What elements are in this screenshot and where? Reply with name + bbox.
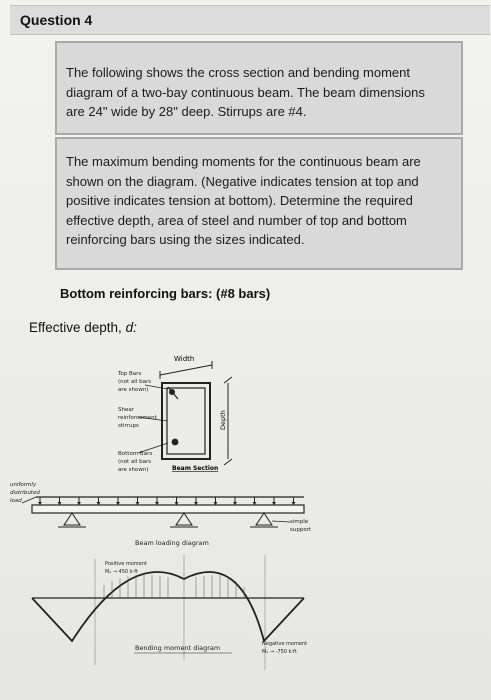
depth-label: Depth (219, 410, 227, 430)
shear-note-line: stirrups (118, 423, 139, 429)
effective-depth-text: Effective depth, (29, 320, 122, 335)
simple-support-line: simple (290, 519, 309, 525)
top-bars-note-line: (not all bars (118, 379, 152, 385)
bending-moment-label: Bending moment diagram (135, 644, 221, 652)
bottom-bar-dot (172, 439, 179, 446)
positive-moment-note (105, 561, 147, 575)
load-arrows (38, 497, 296, 505)
beam-loading-label: Beam loading diagram (135, 539, 209, 547)
shear-note-line: Shear (118, 407, 134, 413)
top-bars-note (117, 371, 151, 393)
bottom-bars-note (118, 451, 152, 473)
question-title: Question 4 (20, 12, 93, 28)
negative-moment-note (262, 641, 307, 655)
problem-description: The following shows the cross section and bending moment diagram of a two-bay continuous beam. The beam dimensions are 24" wide by 28" deep. Stirrups are #4. (66, 65, 425, 119)
beam-loading-diagram (32, 497, 304, 513)
problem-instructions-box (55, 137, 463, 270)
problem-description-box (55, 41, 463, 135)
effective-depth-label (29, 320, 137, 335)
simple-support-line: support (290, 527, 312, 533)
simple-support-note (290, 519, 312, 533)
bottom-bars-note-line: are shown) (118, 467, 149, 473)
beam-diagram-figure (0, 345, 491, 700)
shear-note-line: reinforcement (118, 415, 157, 421)
support-left (58, 513, 86, 527)
beam-cross-section (138, 361, 232, 465)
effective-depth-symbol: d: (125, 320, 137, 335)
top-bars-note-line: are shown) (118, 387, 149, 393)
bottom-bars-label: Bottom reinforcing bars: (#8 bars) (60, 286, 271, 301)
positive-moment-line: Positive moment (105, 561, 147, 567)
bottom-bars-note-line: Bottom Bars (118, 451, 153, 457)
udl-note (10, 482, 40, 504)
udl-note-line: distributed (10, 490, 40, 496)
question-header (10, 5, 490, 35)
positive-moment-line: Mₐ → 450 k·ft (105, 569, 138, 575)
bottom-bars-note-line: (not all bars (118, 459, 152, 465)
negative-moment-line: Negative moment (262, 641, 308, 647)
problem-instructions: The maximum bending moments for the continuous beam are shown on the diagram. (Negative indicates tension at top and positive indicates tension at bottom). Determine the required effective depth, area of steel and number of top and bottom reinforcing bars using the sizes indicated. (66, 154, 421, 247)
width-label: Width (174, 355, 195, 363)
udl-note-line: uniformly (10, 482, 37, 488)
shear-reinforcement-note (118, 407, 158, 429)
udl-note-line: load (10, 498, 22, 504)
beam-section-label: Beam Section (172, 465, 219, 472)
top-bar-dot (169, 389, 175, 395)
support-right (250, 513, 278, 527)
negative-moment-line: Mₐ → -750 k·ft (262, 649, 297, 655)
support-middle (170, 513, 198, 527)
top-bars-note-line: Top Bars (118, 371, 142, 377)
